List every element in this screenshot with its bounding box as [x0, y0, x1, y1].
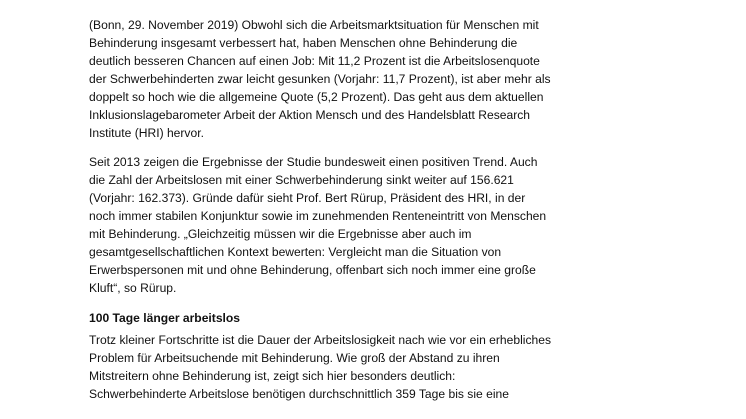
paragraph-trend: [89, 153, 649, 297]
text-line: Mitstreitern ohne Behinderung ist, zeigt sich hier besonders deutlich:: [89, 369, 456, 383]
text-line: Erwerbspersonen mit und ohne Behinderung, offenbart sich noch immer eine große: [89, 263, 536, 277]
text-line: gesamtgesellschaftlichen Kontext bewerten: Vergleicht man die Situation von: [89, 245, 502, 259]
text-line: Seit 2013 zeigen die Ergebnisse der Studie bundesweit einen positiven Trend. Auch: [89, 155, 538, 169]
text-line: (Bonn, 29. November 2019) Obwohl sich die Arbeitsmarktsituation für Menschen mit: [89, 18, 539, 32]
text-line: Behinderung insgesamt verbessert hat, haben Menschen ohne Behinderung die: [89, 36, 518, 50]
text-line: noch immer stabilen Konjunktur sowie im zunehmenden Renteneintritt von Menschen: [89, 209, 547, 223]
text-line: mit Behinderung. „Gleichzeitig müssen wir die Ergebnisse aber auch im: [89, 227, 472, 241]
text-line: die Zahl der Arbeitslosen mit einer Schwerbehinderung sinkt weiter auf 156.621: [89, 173, 514, 187]
section-heading: 100 Tage länger arbeitslos: [89, 311, 241, 325]
text-line: deutlich besseren Chancen auf einen Job: Mit 11,2 Prozent ist die Arbeitslosenquote: [89, 54, 540, 68]
text-line: Problem für Arbeitsuchende mit Behinderung. Wie groß der Abstand zu ihren: [89, 351, 500, 365]
paragraph-intro: [89, 16, 649, 142]
text-line: Trotz kleiner Fortschritte ist die Dauer der Arbeitslosigkeit nach wie vor ein erhebliches: [89, 333, 552, 347]
text-line: doppelt so hoch wie die allgemeine Quote (5,2 Prozent). Das geht aus dem aktuellen: [89, 90, 544, 104]
text-line: Institute (HRI) hervor.: [89, 126, 204, 140]
text-line: der Schwerbehinderten zwar leicht gesunken (Vorjahr: 11,7 Prozent), ist aber mehr als: [89, 72, 551, 86]
text-line: Kluft“, so Rürup.: [89, 281, 177, 295]
text-line: Inklusionslagebarometer Arbeit der Aktion Mensch und des Handelsblatt Research: [89, 108, 531, 122]
document-body: [89, 16, 649, 403]
text-line: Schwerbehinderte Arbeitslose benötigen durchschnittlich 359 Tage bis sie eine: [89, 387, 509, 401]
paragraph-duration: [89, 331, 649, 403]
text-line: (Vorjahr: 162.373). Gründe dafür sieht Prof. Bert Rürup, Präsident des HRI, in der: [89, 191, 526, 205]
